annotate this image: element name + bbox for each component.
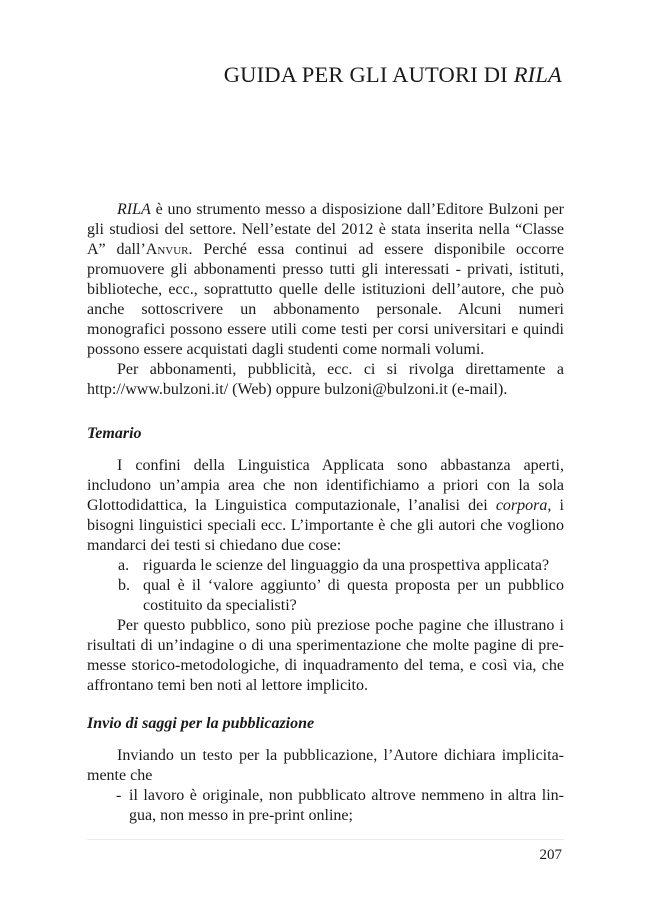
- page-title-text: GUIDA PER GLI AUTORI DI: [223, 62, 514, 87]
- invio-section: [87, 746, 564, 826]
- list-item-text: il lavoro è originale, non pubblicato altrove nemmeno in altra lingua, non messo in pre-print online;: [129, 787, 564, 824]
- list-item: [87, 556, 564, 576]
- list-marker: a.: [118, 557, 130, 574]
- invio-paragraph-1: Inviando un testo per la pubblicazione, l’Autore dichiara implicitamente che: [87, 747, 564, 784]
- temario-text-1: I confini della Linguistica Applicata sono abbastanza aperti, includono un’ampia area che non identifichiamo a priori con la sola Glottodidattica, la Linguistica computazionale, l’analisi dei: [87, 457, 564, 514]
- list-item: [87, 786, 564, 826]
- intro-paragraph-2: Per abbonamenti, pubblicità, ecc. ci si rivolga direttamente a http://www.bulzoni.it/ (Web) oppure bulzoni@bulzoni.it (e-mail).: [87, 361, 564, 398]
- intro-text-2: . Perché essa continui ad essere disponibile occorre promuovere gli abbonamenti presso tutti gli interessati - privati, istituti, biblioteche, ecc., soprattutto quelle delle istituzioni dell’autore, che può anche sottoscrivere un abbonamento personale. Alcuni numeri monografici possono essere utili come testi per corsi universitari e quindi possono essere acquistati dagli studenti come normali volumi.: [87, 241, 564, 358]
- list-marker: -: [116, 787, 122, 804]
- page-title-journal: RILA: [513, 62, 562, 87]
- anvur-text: Anvur: [145, 241, 189, 258]
- list-marker: b.: [118, 577, 130, 594]
- temario-section: [87, 456, 564, 696]
- footer-divider: [87, 839, 564, 840]
- intro-text-1: è uno strumento messo a disposizione dall’Editore Bulzoni per gli studiosi del settore. Nell’estate del 2012 è stata inserita nella “Classe A” dall’: [87, 201, 564, 258]
- list-item: [87, 576, 564, 616]
- corpora-text: corpora,: [495, 497, 552, 514]
- page-number: 207: [539, 847, 562, 863]
- intro-paragraph-1: [87, 200, 564, 360]
- invio-heading: Invio di saggi per la pubblicazione: [87, 715, 315, 732]
- temario-paragraph-2: Per questo pubblico, sono più preziose poche pagine che illustrano i risultati di un’indagine o di una sperimentazione che molte pagine di premesse storico-metodologiche, di inquadramento del tema, e così via, che affrontano temi ben noti al lettore implicito.: [87, 617, 564, 694]
- temario-paragraph-1: [87, 456, 564, 556]
- temario-heading: Temario: [87, 425, 142, 442]
- page-title: [224, 62, 562, 88]
- intro-section: [87, 200, 564, 400]
- list-item-text: qual è il ‘valore aggiunto’ di questa proposta per un pubblico costituito da specialisti?: [143, 577, 564, 614]
- list-item-text: riguarda le scienze del linguaggio da una prospettiva applicata?: [143, 557, 550, 574]
- journal-name: RILA: [117, 201, 151, 218]
- temario-text-2: i bisogni linguistici speciali ecc. L’importante è che gli autori che vogliono mandarci dei testi si chiedano due cose:: [87, 497, 564, 554]
